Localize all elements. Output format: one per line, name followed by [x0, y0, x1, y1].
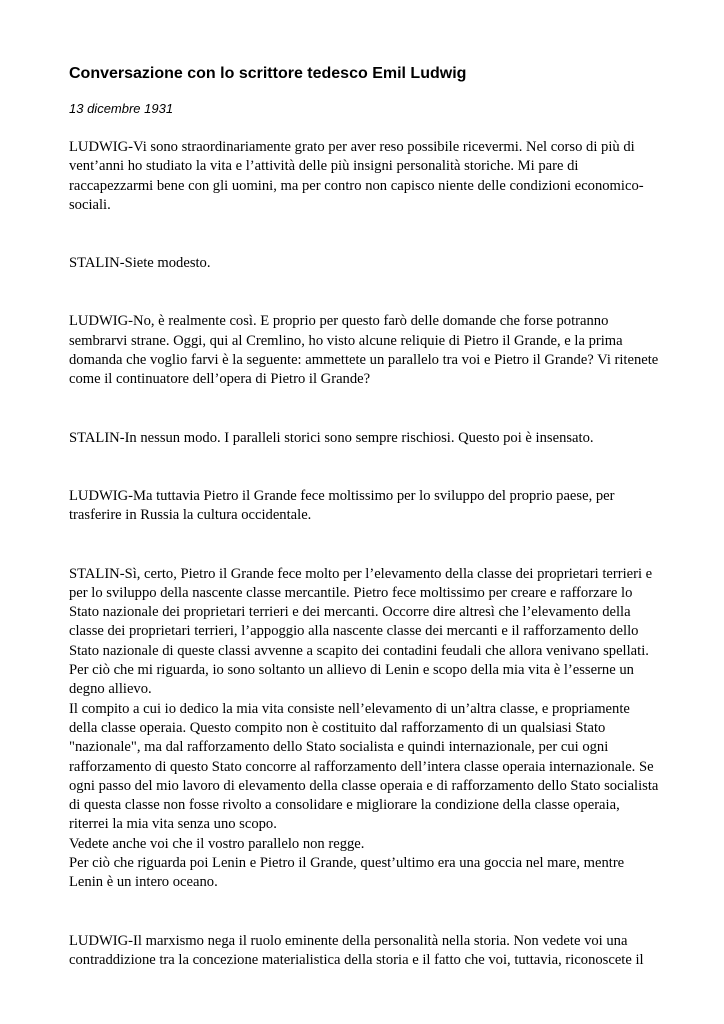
paragraph-text: LUDWIG-Il marxismo nega il ruolo eminente della personalità nella storia. Non vedete voi una contraddizione tra la concezione materialistica della storia e il fatto che voi, tuttavia, riconoscete il: [69, 932, 644, 968]
paragraph-ludwig-pietro-question: [69, 312, 659, 389]
paragraph-text: Il compito a cui io dedico la mia vita consiste nell’elevamento di un’altra classe, e propriamente della classe operaia. Questo compito non è costituito dal rafforzamento di un qualsiasi Stato "nazionale", ma dal rafforzamento dello Stato socialista e quindi internazionale, per cui ogni rafforzamento di questo Stato concorre al rafforzamento dell’intera classe operaia internazionale. Se ogni passo del mio lavoro di elevamento della classe operaia e di rafforzamento dello Stato socialista di questa classe non fosse rivolto a consolidare e migliorare la condizione della classe operaia, riterrei la mia vita senza uno scopo.: [69, 700, 659, 833]
paragraph-text: LUDWIG-Ma tuttavia Pietro il Grande fece moltissimo per lo sviluppo del proprio paese, per trasferire in Russia la cultura occidentale.: [69, 487, 615, 524]
paragraph-stalin-modesto: [69, 254, 659, 273]
paragraph-stalin-long-answer: [69, 565, 659, 893]
paragraph-ludwig-pietro-sviluppo: [69, 487, 659, 526]
paragraph-text: STALIN-In nessun modo. I paralleli storici sono sempre rischiosi. Questo poi è insensato.: [69, 429, 594, 446]
document-page: [69, 64, 659, 970]
paragraph-text: STALIN-Sì, certo, Pietro il Grande fece molto per l’elevamento della classe dei proprietari terrieri e per lo sviluppo della nascente classe mercantile. Pietro fece moltissimo per creare e rafforzare lo Stato nazionale dei proprietari terrieri e dei mercanti. Occorre dire altresì che l’elevamento della classe dei proprietari terrieri, l’appoggio alla nascente classe dei mercanti e il rafforzamento dello Stato nazionale di queste classi avvenne a scapito dei contadini feudali che allora venivano spellati. Per ciò che mi riguarda, io sono soltanto un allievo di Lenin e scopo della mia vita è l’esserne un degno allievo.: [69, 565, 653, 698]
paragraph-text: LUDWIG-Vi sono straordinariamente grato per aver reso possibile ricevermi. Nel corso di più di vent’anni ho studiato la vita e l’attività delle più insigni personalità storiche. Mi pare di raccapezzarmi bene con gli uomini, ma per contro non capisco niente delle condizioni economico-sociali.: [69, 139, 644, 213]
paragraph-text: Vedete anche voi che il vostro parallelo non regge.: [69, 835, 365, 852]
paragraph-text: STALIN-Siete modesto.: [69, 255, 211, 272]
document-date: 13 dicembre 1931: [69, 101, 174, 116]
paragraph-text: Per ciò che riguarda poi Lenin e Pietro il Grande, quest’ultimo era una goccia nel mare, mentre Lenin è un intero oceano.: [69, 855, 625, 891]
paragraph-stalin-paralleli: [69, 429, 659, 448]
document-body: [69, 138, 659, 970]
document-title: Conversazione con lo scrittore tedesco Emil Ludwig: [69, 65, 467, 82]
paragraph-ludwig-marxismo: [69, 932, 659, 971]
paragraph-ludwig-intro: [69, 138, 659, 215]
paragraph-text: LUDWIG-No, è realmente così. E proprio per questo farò delle domande che forse potranno sembrarvi strane. Oggi, qui al Cremlino, ho visto alcune reliquie di Pietro il Grande, e la prima domanda che voglio farvi è la seguente: ammettete un parallelo tra voi e Pietro il Grande? Vi ritenete come il continuatore dell’opera di Pietro il Grande?: [69, 313, 659, 388]
